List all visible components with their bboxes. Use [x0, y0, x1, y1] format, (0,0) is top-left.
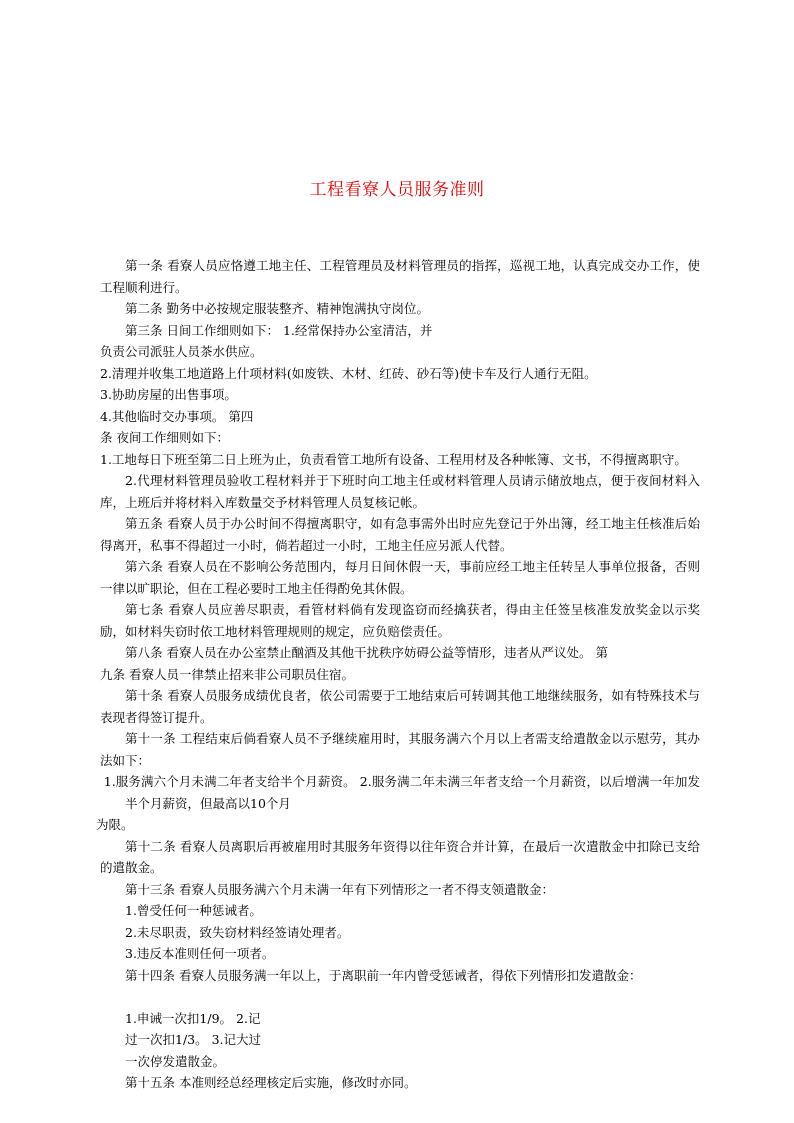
article-3-line: 负责公司派驻人员茶水供应。: [100, 344, 263, 359]
article-11: 第十一条 工程结束后倘看寮人员不予继续雇用时，其服务满六个月以上者需支给遣散金以示慰劳，其办法如下：: [100, 731, 700, 768]
article-4: 条 夜间工作细则如下：: [100, 430, 229, 445]
article-2: 第二条 勤务中必按规定服装整齐、精神饱满执守岗位。: [125, 301, 429, 316]
article-4-item-2: 2.代理材料管理员验收工程材料并于下班时向工地主任或材料管理人员请示储放地点，便于夜间材料入库，上班后并将材料入库数量交予材料管理人员复核记帐。: [100, 473, 700, 510]
article-6: 第六条 看寮人员在不影响公务范围内，每月日间休假一天，事前应经工地主任转呈人事单位报备，否则一律以旷职论，但在工程必要时工地主任得酌免其休假。: [100, 559, 700, 596]
article-1: 第一条 看寮人员应恪遵工地主任、工程管理员及材料管理员的指挥，巡视工地，认真完成交办工作，使工程顺利进行。: [100, 258, 700, 295]
article-14: 第十四条 看寮人员服务满一年以上，于离职前一年内曾受惩诫者，得依下列情形扣发遣散金：: [125, 967, 642, 983]
article-13-item-1: 1.曾受任何一种惩诫者。: [125, 903, 262, 918]
article-10: 第十条 看寮人员服务成绩优良者，依公司需要于工地结束后可转调其他工地继续服务，如有特殊技术与表现者得签订提升。: [100, 688, 700, 725]
document-title: 工程看寮人员服务准则: [309, 180, 485, 200]
article-4-item-1: 1.工地每日下班至第二日上班为止，负责看管工地所有设备、工程用材及各种帐簿、文书，不得擅离职守。: [100, 451, 687, 467]
article-11-end: 为限。: [96, 817, 134, 832]
article-13-item-2: 2.未尽职责，致失窃材料经签请处理者。: [125, 924, 350, 940]
article-12: 第十二条 看寮人员离职后再被雇用时其服务年资得以往年资合并计算，在最后一次遣散金中扣除已支给的遣散金。: [100, 838, 700, 875]
article-5: 第五条 看寮人员于办公时间不得擅离职守，如有急事需外出时应先登记于外出簿，经工地主任核准后始得离开，私事不得超过一小时，倘若超过一小时，工地主任应另派人代替。: [100, 516, 700, 553]
article-3-item-3: 3.协助房屋的出售事项。: [100, 387, 237, 402]
article-13: 第十三条 看寮人员服务满六个月未满一年有下列情形之一者不得支领遣散金：: [125, 881, 554, 897]
article-9: 九条 看寮人员一律禁止招来非公司职员住宿。: [100, 666, 354, 682]
article-14-item-2: 过一次扣1/3。 3.记大过: [125, 1032, 262, 1047]
article-3-item-4: 4.其他临时交办事项。 第四: [100, 408, 254, 424]
article-8: 第八条 看寮人员在办公室禁止酗酒及其他干扰秩序妨碍公益等情形，违者从严议处。 第: [125, 645, 608, 660]
article-14-item-1: 1.申诫一次扣1/9。 2.记: [125, 1010, 261, 1026]
article-15: 第十五条 本准则经总经理核定后实施，修改时亦同。: [125, 1075, 417, 1090]
article-7: 第七条 看寮人员应善尽职责，看管材料倘有发现盗窃而经擒获者，得由主任签呈核准发放奖金以示奖励，如材料失窃时依工地材料管理规则的规定，应负赔偿责任。: [100, 602, 700, 639]
blank-line: [100, 986, 700, 1008]
article-3: 第三条 日间工作细则如下： 1.经常保持办公室清洁，并: [125, 322, 433, 338]
article-3-item-2: 2.清理并收集工地道路上什项材料(如废铁、木材、红砖、砂石等)使卡车及行人通行无阻。: [100, 365, 597, 381]
article-14-item-3: 一次停发遣散金。: [125, 1053, 226, 1069]
article-11-items: 1.服务满六个月未满二年者支给半个月薪资。 2.服务满二年未满三年者支给一个月薪资，以后增满一年加发半个月薪资，但最高以10个月: [103, 774, 700, 811]
document-body: [96, 255, 700, 1094]
article-13-item-3: 3.违反本准则任何一项者。: [125, 946, 275, 961]
